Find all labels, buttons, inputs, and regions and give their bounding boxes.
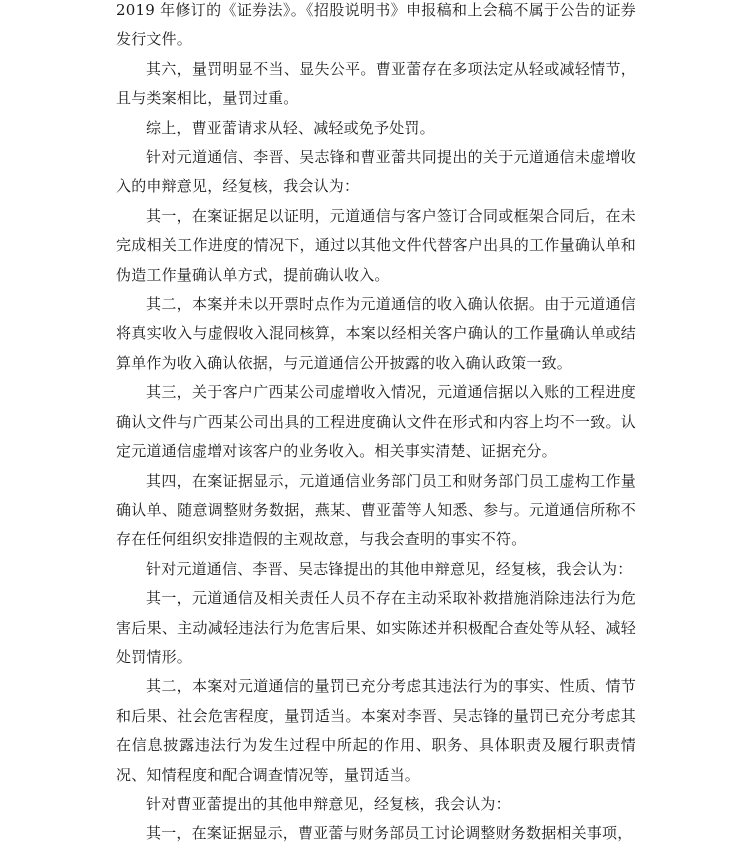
paragraph: 其二，本案对元道通信的量罚已充分考虑其违法行为的事实、性质、情节和后果、社会危害程度，量罚适当。本案对李晋、吴志锋的量罚已充分考虑其在信息披露违法行为发生过程中所起的作用、职务、具体职责及履行职责情况、知情程度和配合调查情况等，量罚适当。 — [116, 677, 636, 784]
paragraph: 针对曹亚蕾提出的其他申辩意见，经复核，我会认为： — [146, 794, 511, 813]
paragraph: 其一，在案证据足以证明，元道通信与客户签订合同或框架合同后，在未完成相关工作进度的情况下，通过以其他文件代替客户出具的工作量确认单和伪造工作量确认单方式，提前确认收入。 — [116, 206, 636, 284]
paragraph: 其一，在案证据显示，曹亚蕾与财务部员工讨论调整财务数据相关事项， — [146, 824, 633, 843]
document-body — [116, 0, 636, 849]
paragraph: 其六，量罚明显不当、显失公平。曹亚蕾存在多项法定从轻或减轻情节，且与类案相比，量罚过重。 — [116, 59, 636, 108]
paragraph: 针对元道通信、李晋、吴志锋提出的其他申辩意见，经复核，我会认为： — [146, 559, 633, 578]
paragraph: 其一，元道通信及相关责任人员不存在主动采取补救措施消除违法行为危害后果、主动减轻违法行为危害后果、如实陈述并积极配合查处等从轻、减轻处罚情形。 — [116, 589, 636, 666]
paragraph: 综上，曹亚蕾请求从轻、减轻或免予处罚。 — [146, 118, 435, 137]
paragraph: 其三，关于客户广西某公司虚增收入情况，元道通信据以入账的工程进度确认文件与广西某公司出具的工程进度确认文件在形式和内容上均不一致。认定元道通信虚增对该客户的业务收入。相关事实清楚、证据充分。 — [116, 383, 636, 461]
paragraph: 其二，本案并未以开票时点作为元道通信的收入确认依据。由于元道通信将真实收入与虚假收入混同核算，本案以经相关客户确认的工作量确认单或结算单作为收入确认依据，与元道通信公开披露的收入确认政策一致。 — [116, 295, 636, 372]
paragraph: 针对元道通信、李晋、吴志锋和曹亚蕾共同提出的关于元道通信未虚增收入的申辩意见，经复核，我会认为： — [116, 148, 636, 196]
paragraph: 2019 年修订的《证券法》。《招股说明书》申报稿和上会稿不属于公告的证券发行文件。 — [116, 1, 636, 49]
paragraph: 其四，在案证据显示，元道通信业务部门员工和财务部门员工虚构工作量确认单、随意调整财务数据，燕某、曹亚蕾等人知悉、参与。元道通信所称不存在任何组织安排造假的主观故意，与我会查明的事实不符。 — [116, 471, 636, 549]
